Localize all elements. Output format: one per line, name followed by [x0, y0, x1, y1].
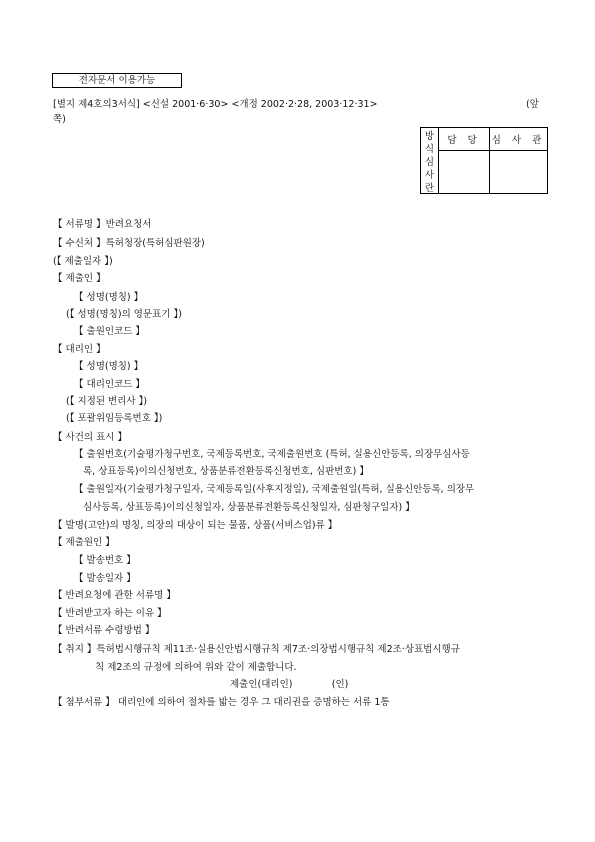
invention-title-line: 【 발명(고안)의 명칭, 의장의 대상이 되는 물품, 상품(서비스업)류 】 — [53, 520, 338, 531]
examiner-sign-cell — [490, 151, 548, 194]
recipient-line: 【 수신처 】특허청장(특허심판원장) — [53, 238, 205, 249]
submitter-english-name-line: (【 성명(명칭)의 영문표기 】) — [66, 309, 182, 320]
agent-line: 【 대리인 】 — [53, 344, 106, 355]
purpose-line: 【 취지 】특허법시행규칙 제11조·실용신안법시행규칙 제7조·의장법시행규칙 제2조·상표법시행규 — [53, 644, 460, 655]
general-power-line: (【 포괄위임등록번호 】) — [66, 413, 163, 424]
application-number-line-cont: 록, 상표등록)이의신청번호, 상품분류전환등록신청번호, 심판번호) 】 — [83, 466, 369, 477]
dispatch-number-line: 【 발송번호 】 — [74, 555, 136, 566]
application-date-line-cont: 심사등록, 상표등록)이의신청일자, 상품분류전환등록신청일자, 심판청구일자) 】 — [83, 502, 415, 513]
attachment-line: 【 첨부서류 】 대리인에 의하여 절차를 밟는 경우 그 대리권을 증명하는 서류 1통 — [53, 697, 390, 708]
doc-title-line: 【 서류명 】반려요청서 — [53, 219, 152, 230]
application-number-line: 【 출원번호(기술평가청구번호, 국제등록번호, 국제출원번호 (특허, 실용신안등록, 의장무심사등 — [74, 449, 470, 460]
agent-name-line: 【 성명(명칭) 】 — [74, 361, 144, 372]
submitter-line: 【 제출인 】 — [53, 273, 106, 284]
return-reason-line: 【 반려받고자 하는 이유 】 — [53, 608, 167, 619]
examiner-column-header: 심 사 관 — [490, 128, 548, 151]
officer-sign-cell — [439, 151, 490, 194]
application-date-line: 【 출원일자(기술평가청구일자, 국제등록일(사후지정일), 국제출원일(특허, 실용신안등록, 의장무 — [74, 484, 475, 495]
review-stamp-table — [420, 127, 548, 194]
submission-cause-line: 【 제출원인 】 — [53, 537, 115, 548]
officer-column-header: 담 당 — [439, 128, 490, 151]
applicant-code-line: 【 출원인코드 】 — [74, 326, 145, 337]
page-side-note: (앞 — [526, 99, 539, 110]
page-side-note-2: 쪽) — [53, 114, 66, 125]
agent-code-line: 【 대리인코드 】 — [74, 379, 145, 390]
designated-attorney-line: (【 지정된 변리사 】) — [66, 396, 148, 407]
return-doc-name-line: 【 반려요청에 관한 서류명 】 — [53, 590, 176, 601]
submitter-name-line: 【 성명(명칭) 】 — [74, 292, 144, 303]
receipt-method-line: 【 반려서류 수령방법 】 — [53, 625, 155, 636]
form-reference: [별지 제4호의3서식] <신설 2001·6·30> <개정 2002·2·28, 2003·12·31> — [53, 99, 378, 110]
submission-date-line: (【 제출일자 】) — [53, 256, 113, 267]
electronic-document-label: 전자문서 이용가능 — [52, 73, 182, 88]
dispatch-date-line: 【 발송일자 】 — [74, 573, 136, 584]
submitter-signature-line: 제출인(대리인) (인) — [230, 679, 349, 690]
review-side-label: 방 식 심 사 란 — [421, 128, 439, 194]
case-indication-line: 【 사건의 표시 】 — [53, 432, 127, 443]
purpose-line-cont: 칙 제2조의 규정에 의하여 위와 같이 제출합니다. — [95, 662, 297, 673]
